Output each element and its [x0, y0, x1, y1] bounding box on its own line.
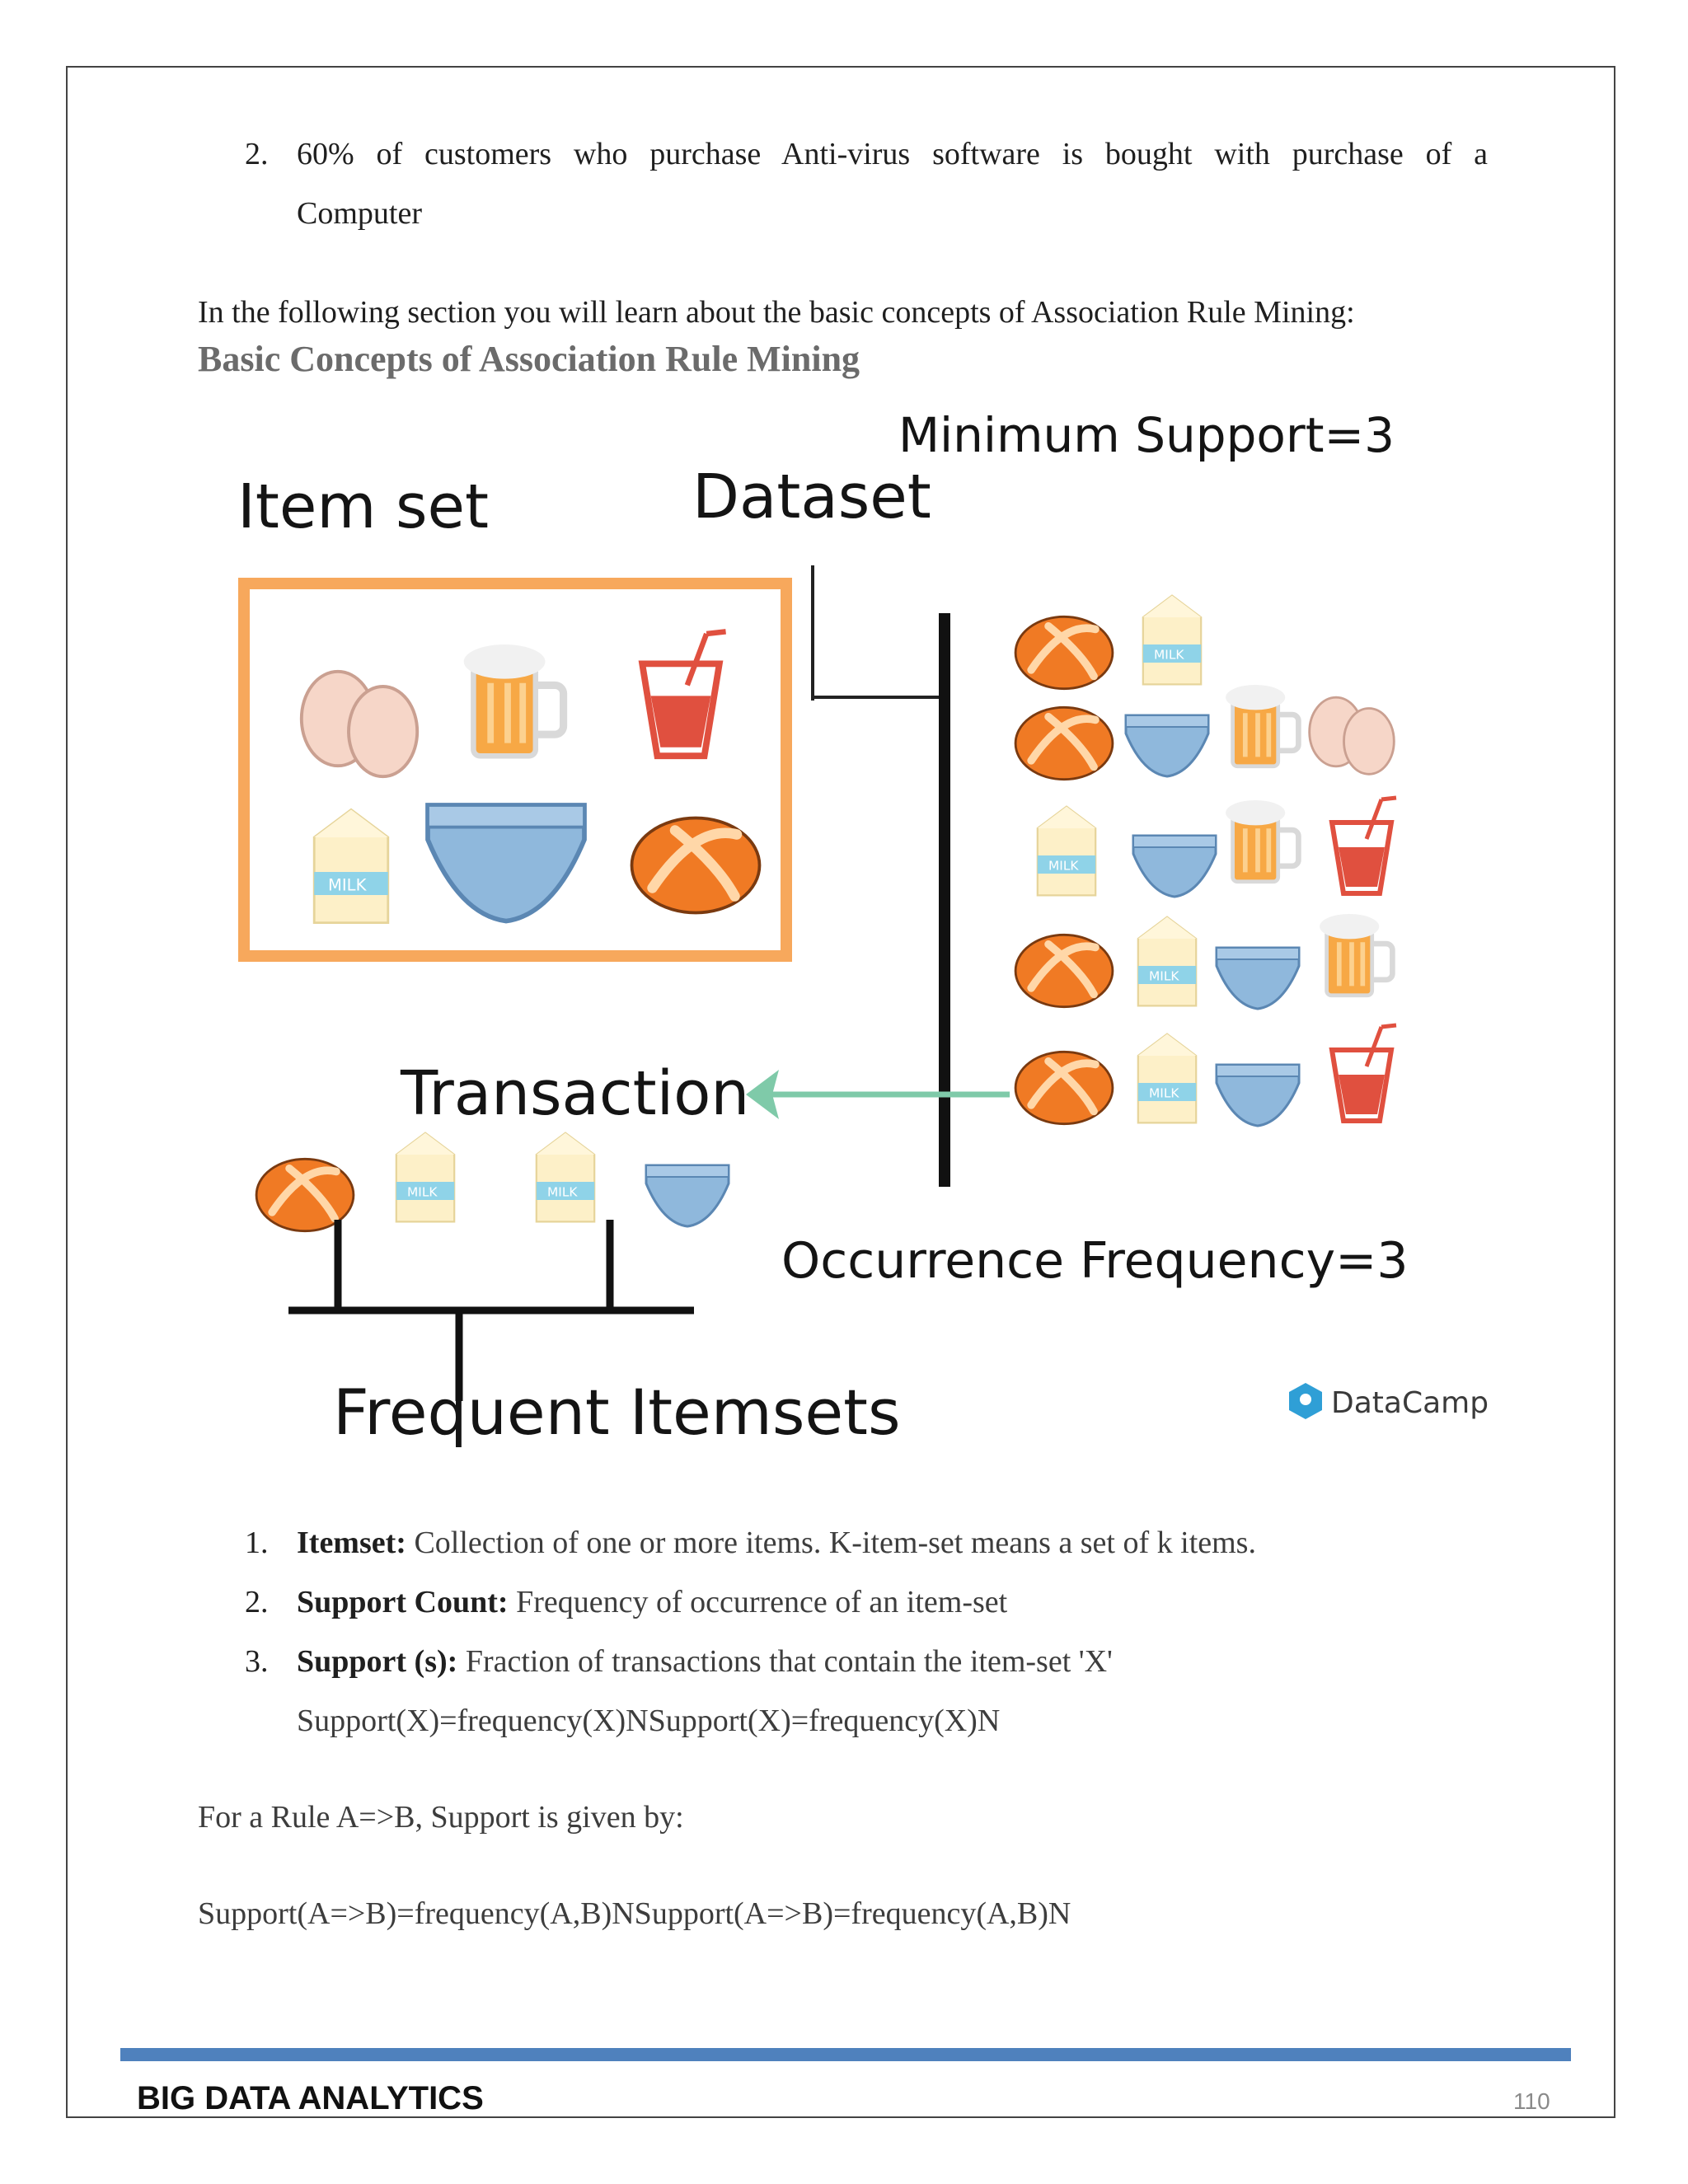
rule-formula: Support(A=>B)=frequency(A,B)NSupport(A=>B)=frequency(A,B)N [198, 1896, 1071, 1931]
frequent-itemsets-label: Frequent Itemsets [333, 1376, 901, 1449]
occurrence-frequency-label: Occurrence Frequency=3 [781, 1232, 1409, 1290]
milk-icon [1038, 807, 1095, 896]
diaper-icon [1217, 948, 1299, 1009]
definition-text: Collection of one or more items. K-item-set means a set of k items. [406, 1526, 1256, 1560]
milk-carton-text: MILK [1149, 1085, 1179, 1101]
milk-icon [1138, 1034, 1196, 1123]
eggs-icon [1310, 697, 1395, 774]
definition-text: Fraction of transactions that contain the item-set 'X' [457, 1644, 1113, 1679]
bread-icon [632, 818, 760, 913]
definition-text: Frequency of occurrence of an item-set [508, 1585, 1008, 1619]
frequent-items [256, 1133, 729, 1231]
list-number: 2. [245, 137, 269, 171]
bread-icon [1015, 1052, 1113, 1123]
dataset-row-2 [1015, 685, 1394, 780]
bread-icon [1015, 707, 1113, 779]
juice-icon [1332, 1025, 1396, 1121]
dataset-row-3 [1038, 798, 1396, 897]
page-number: 110 [1513, 2088, 1550, 2114]
milk-icon [396, 1133, 454, 1222]
definition-term: Itemset: [297, 1526, 406, 1560]
milk-carton-text: MILK [407, 1184, 438, 1200]
bread-icon [1015, 935, 1113, 1006]
dataset-row-5 [1015, 1025, 1396, 1126]
minimum-support-label: Minimum Support=3 [898, 407, 1395, 463]
dataset-row-4 [1015, 914, 1392, 1009]
definition-number: 2. [245, 1585, 269, 1619]
dataset-label: Dataset [692, 462, 931, 532]
transaction-label: Transaction [401, 1058, 750, 1129]
diaper-icon [1217, 1065, 1299, 1126]
milk-carton-text: MILK [328, 875, 367, 895]
diaper-icon [646, 1165, 729, 1226]
milk-icon [537, 1133, 594, 1222]
rule-sentence: For a Rule A=>B, Support is given by: [198, 1800, 684, 1835]
definition-support-count [297, 1584, 1007, 1620]
definition-term: Support Count: [297, 1585, 509, 1619]
section-heading: Basic Concepts of Association Rule Mining [198, 339, 860, 379]
datacamp-credit: DataCamp [1331, 1386, 1489, 1420]
definition-number: 3. [245, 1644, 269, 1679]
dataset-row-1 [1015, 596, 1201, 689]
milk-carton-text: MILK [547, 1184, 578, 1200]
list-item-continuation: Computer [297, 196, 422, 231]
milk-carton-text: MILK [1048, 858, 1079, 874]
definition-term: Support (s): [297, 1644, 458, 1679]
bread-icon [1015, 616, 1113, 688]
footer-title: BIG DATA ANALYTICS [137, 2080, 484, 2116]
definition-support [297, 1643, 1113, 1680]
milk-icon [1138, 917, 1196, 1006]
beer-icon [1226, 685, 1298, 766]
support-formula: Support(X)=frequency(X)NSupport(X)=frequency(X)N [297, 1704, 1001, 1738]
milk-carton-text: MILK [1154, 647, 1184, 663]
milk-carton-text: MILK [1149, 968, 1179, 984]
footer-bar [120, 2048, 1571, 2061]
datacamp-logo-icon [1289, 1383, 1322, 1419]
association-rule-diagram [198, 404, 1517, 1475]
juice-icon [1332, 798, 1396, 893]
definition-number: 1. [245, 1526, 269, 1560]
list-item-text: 60% of customers who purchase Anti-virus software is bought with purchase of a [297, 137, 1488, 171]
diaper-icon [1133, 836, 1216, 897]
milk-icon [1143, 596, 1201, 685]
diaper-icon [1126, 715, 1208, 776]
beer-icon [1226, 800, 1298, 882]
item-set-label: Item set [237, 471, 490, 542]
definition-itemset [297, 1525, 1256, 1561]
lead-sentence: In the following section you will learn about the basic concepts of Association Rule Mining: [198, 295, 1355, 330]
beer-icon [1320, 914, 1392, 996]
